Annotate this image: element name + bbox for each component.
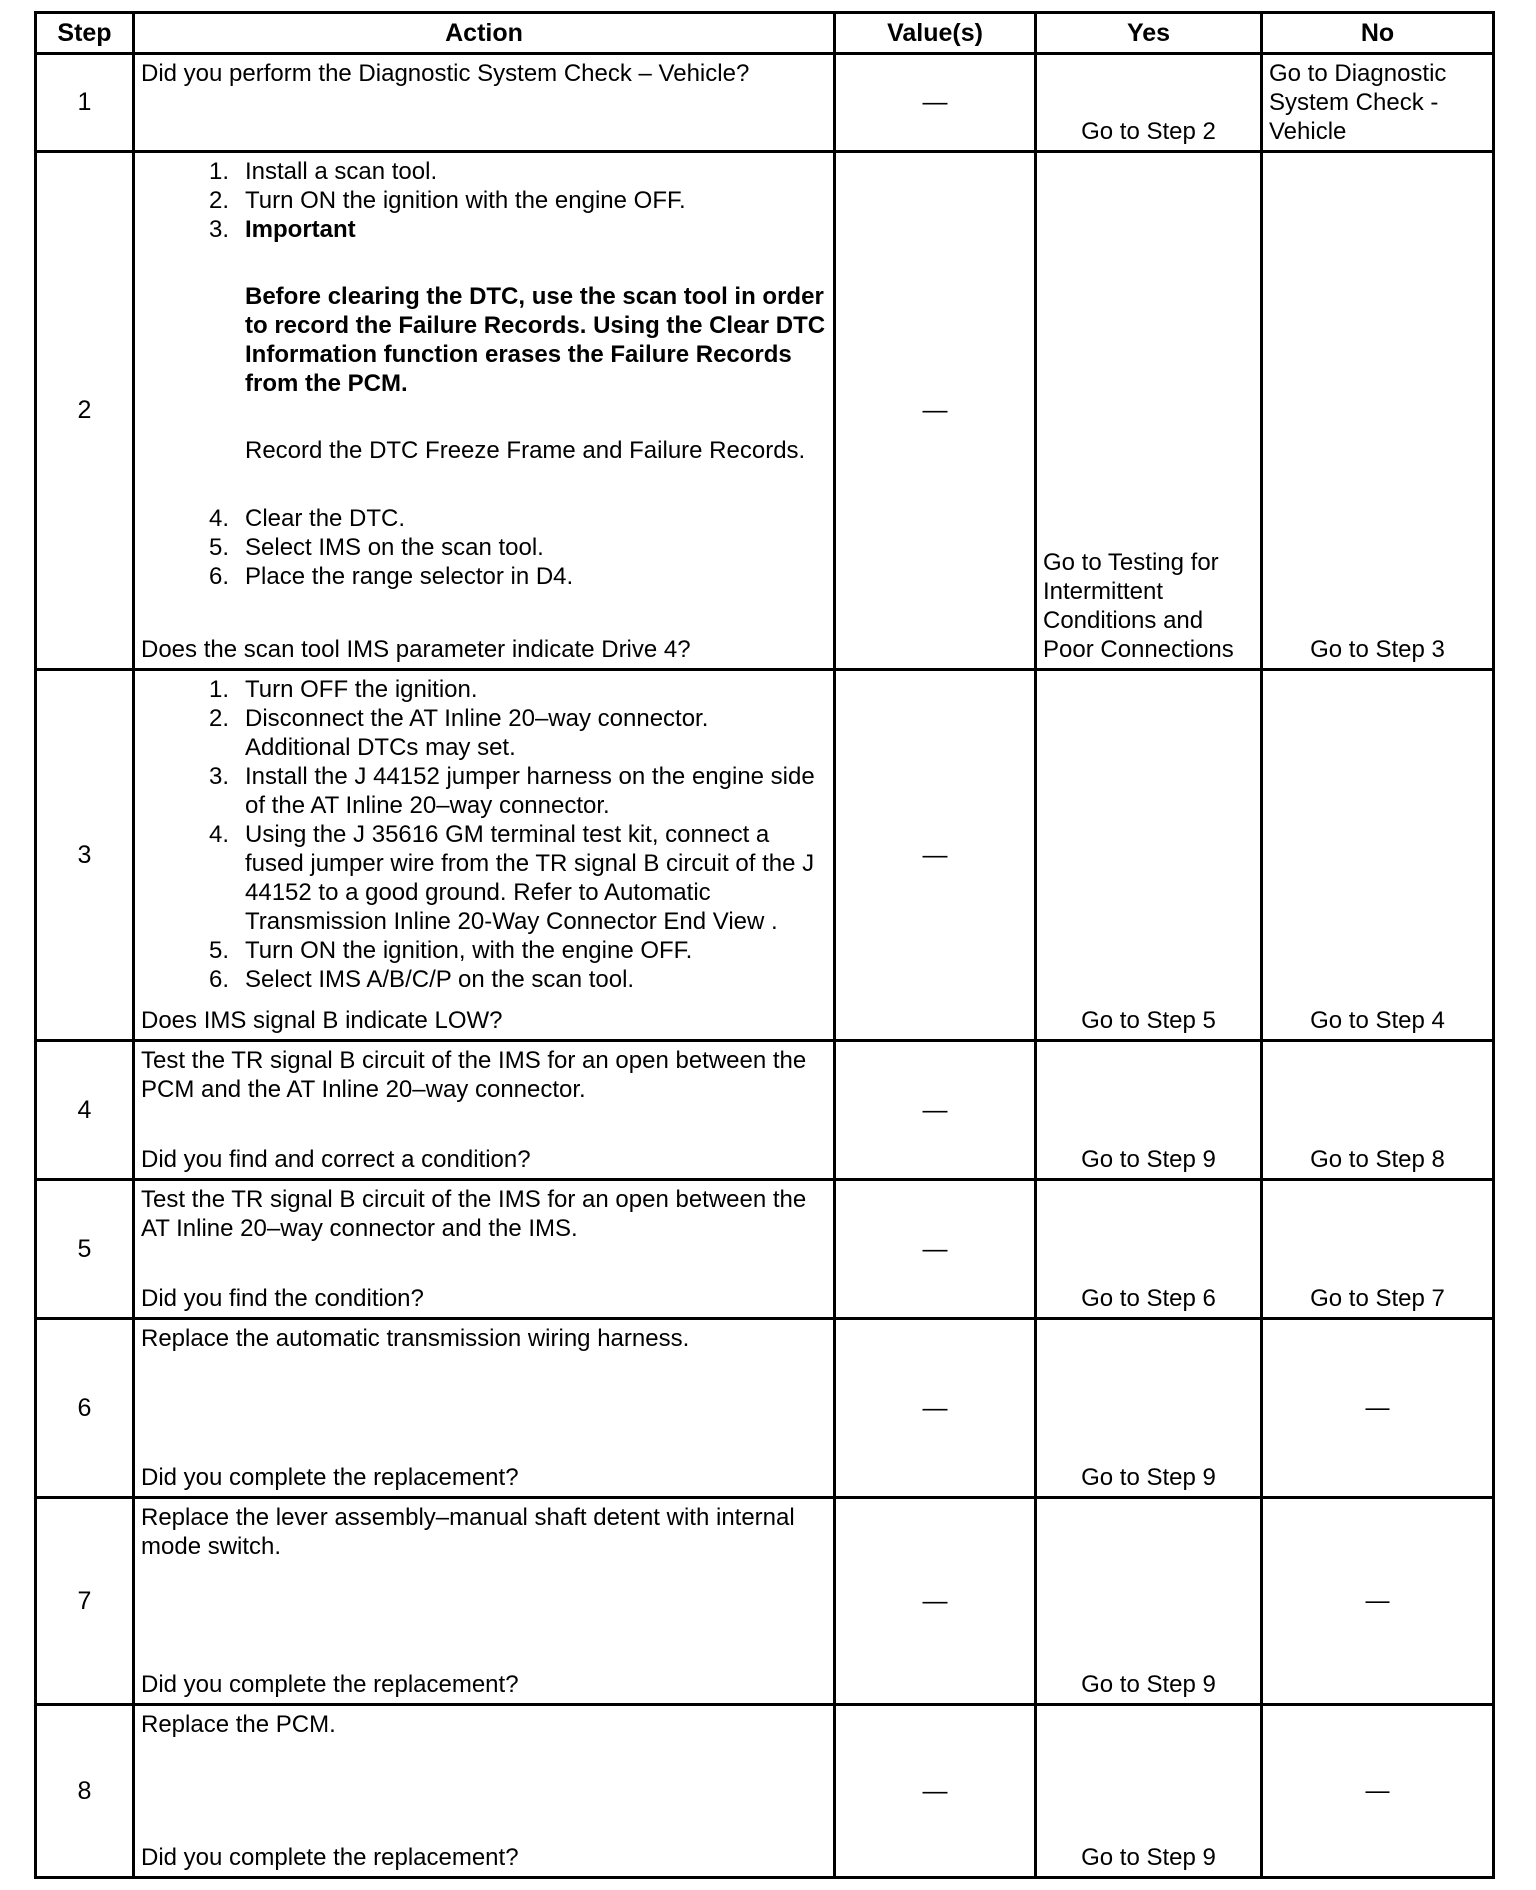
action-cell-5	[132, 1178, 836, 1320]
no-text: Go to Step 8	[1310, 1146, 1445, 1173]
header-yes: Yes	[1034, 11, 1263, 55]
no-text: Go to Step 7	[1310, 1285, 1445, 1312]
list-item: 4. Using the J 35616 GM terminal test kit, connect a fused jumper wire from the TR signal B circuit of the J 44152 to a good ground. Refer to Automatic Transmission Inline 20-Way Connector End View .	[208, 821, 815, 935]
no-text: —	[1365, 1587, 1390, 1615]
diagnostic-table	[34, 11, 1495, 1879]
values-cell-7: —	[833, 1496, 1037, 1706]
yes-cell-7	[1034, 1496, 1263, 1706]
action-cell-6	[132, 1317, 836, 1499]
no-cell-8	[1260, 1703, 1495, 1879]
list-item: 2. Disconnect the AT Inline 20–way connector. Additional DTCs may set.	[208, 705, 709, 761]
list-item: 3. Important	[208, 216, 356, 243]
step-number-7: 7	[34, 1496, 135, 1706]
step-list	[141, 675, 827, 994]
step-number-4: 4	[34, 1039, 135, 1181]
step-number-6: 6	[34, 1317, 135, 1499]
step-number-3: 3	[34, 668, 135, 1042]
question-text: Did you find and correct a condition?	[141, 1146, 531, 1173]
values-cell-6: —	[833, 1317, 1037, 1499]
record-note: Record the DTC Freeze Frame and Failure Records.	[245, 437, 806, 464]
action-text: Replace the automatic transmission wiring harness.	[141, 1325, 690, 1352]
yes-text: Go to Step 6	[1081, 1285, 1216, 1312]
yes-text: Go to Step 9	[1081, 1464, 1216, 1491]
question-text: Does the scan tool IMS parameter indicate Drive 4?	[141, 636, 691, 663]
yes-cell-6	[1034, 1317, 1263, 1499]
important-heading: Important	[245, 216, 356, 243]
yes-cell-1	[1034, 52, 1263, 153]
no-cell-1	[1260, 52, 1495, 153]
list-item: 5. Turn ON the ignition, with the engine OFF.	[208, 937, 693, 964]
yes-text: Go to Step 9	[1081, 1844, 1216, 1871]
yes-text: Go to Testing for Intermittent Conditions and Poor Connections	[1043, 549, 1234, 663]
list-item: 4. Clear the DTC.	[208, 505, 406, 532]
yes-cell-8	[1034, 1703, 1263, 1879]
no-cell-4	[1260, 1039, 1495, 1181]
step-list	[141, 504, 827, 591]
action-cell-8	[132, 1703, 836, 1879]
header-step: Step	[34, 11, 135, 55]
header-values: Value(s)	[833, 11, 1037, 55]
step-number-2: 2	[34, 150, 135, 671]
no-text: Go to Step 3	[1310, 636, 1445, 663]
no-text: Go to Step 4	[1310, 1007, 1445, 1034]
action-text: Replace the lever assembly–manual shaft detent with internal mode switch.	[141, 1504, 795, 1560]
values-cell-5: —	[833, 1178, 1037, 1320]
step-number-1: 1	[34, 52, 135, 153]
values-cell-8: —	[833, 1703, 1037, 1879]
no-cell-2	[1260, 150, 1495, 671]
header-no: No	[1260, 11, 1495, 55]
list-item: 6. Select IMS A/B/C/P on the scan tool.	[208, 966, 635, 993]
yes-text: Go to Step 9	[1081, 1671, 1216, 1698]
yes-cell-3	[1034, 668, 1263, 1042]
step-number-5: 5	[34, 1178, 135, 1320]
yes-text: Go to Step 2	[1081, 118, 1216, 145]
yes-text: Go to Step 9	[1081, 1146, 1216, 1173]
no-cell-6	[1260, 1317, 1495, 1499]
list-item: 5. Select IMS on the scan tool.	[208, 534, 544, 561]
header-action: Action	[132, 11, 836, 55]
question-text: Did you find the condition?	[141, 1285, 424, 1312]
action-cell-4	[132, 1039, 836, 1181]
question-text: Did you complete the replacement?	[141, 1844, 519, 1871]
values-cell-4: —	[833, 1039, 1037, 1181]
action-cell-7	[132, 1496, 836, 1706]
action-text: Replace the PCM.	[141, 1711, 336, 1738]
yes-cell-4	[1034, 1039, 1263, 1181]
list-item: 3. Install the J 44152 jumper harness on the engine side of the AT Inline 20–way connector.	[208, 763, 815, 819]
no-cell-3	[1260, 668, 1495, 1042]
action-text: Did you perform the Diagnostic System Check – Vehicle?	[141, 60, 750, 87]
list-item: 1. Install a scan tool.	[208, 158, 438, 185]
list-item: 6. Place the range selector in D4.	[208, 563, 574, 590]
no-text: —	[1365, 1777, 1390, 1805]
action-cell-1	[132, 52, 836, 153]
yes-cell-5	[1034, 1178, 1263, 1320]
yes-cell-2	[1034, 150, 1263, 671]
important-note: Before clearing the DTC, use the scan tool in order to record the Failure Records. Using the Clear DTC Information function erases the Failure Records from the PCM.	[245, 283, 826, 397]
action-text: Test the TR signal B circuit of the IMS for an open between the AT Inline 20–way connector and the IMS.	[141, 1186, 807, 1242]
values-cell-3: —	[833, 668, 1037, 1042]
values-cell-2: —	[833, 150, 1037, 671]
step-list	[141, 157, 827, 244]
action-cell-3	[132, 668, 836, 1042]
question-text: Does IMS signal B indicate LOW?	[141, 1007, 503, 1034]
question-text: Did you complete the replacement?	[141, 1464, 519, 1491]
list-item: 1. Turn OFF the ignition.	[208, 676, 478, 703]
step-number-8: 8	[34, 1703, 135, 1879]
action-text: Test the TR signal B circuit of the IMS for an open between the PCM and the AT Inline 20–way connector.	[141, 1047, 807, 1103]
yes-text: Go to Step 5	[1081, 1007, 1216, 1034]
no-cell-5	[1260, 1178, 1495, 1320]
question-text: Did you complete the replacement?	[141, 1671, 519, 1698]
action-cell-2	[132, 150, 836, 671]
values-cell-1: —	[833, 52, 1037, 153]
no-text: Go to Diagnostic System Check - Vehicle	[1269, 60, 1447, 145]
no-text: —	[1365, 1394, 1390, 1422]
list-item: 2. Turn ON the ignition with the engine OFF.	[208, 187, 686, 214]
no-cell-7	[1260, 1496, 1495, 1706]
